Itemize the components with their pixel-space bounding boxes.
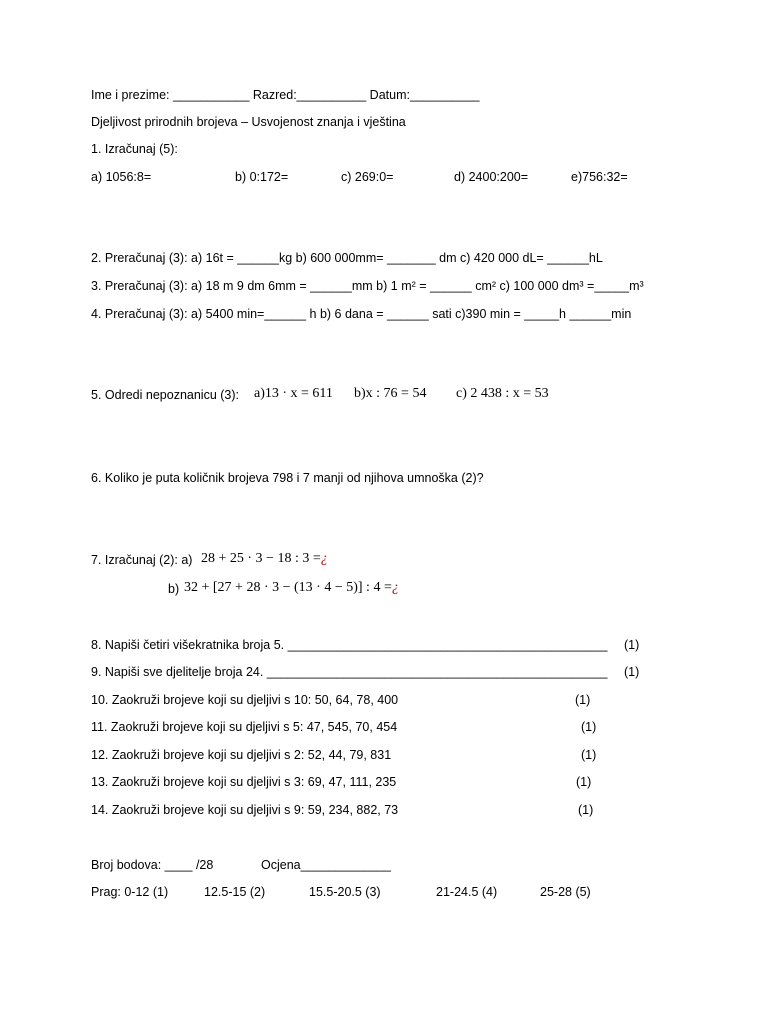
- q13-text: 13. Zaokruži brojeve koji su djeljivi s 3: 69, 47, 111, 235: [91, 775, 397, 789]
- q5-a: a)13 · x = 611: [254, 386, 333, 401]
- q10-text: 10. Zaokruži brojeve koji su djeljivi s 10: 50, 64, 78, 400: [91, 693, 399, 707]
- grade-field: Ocjena_____________: [261, 858, 391, 872]
- q8-points: (1): [624, 638, 640, 652]
- q1-e: e)756:32=: [571, 170, 628, 184]
- q7-a-expr: [201, 551, 328, 567]
- q1-a: a) 1056:8=: [91, 170, 152, 184]
- q7-b-glyph: ¿: [391, 580, 399, 595]
- header-fields: Ime i prezime: ___________ Razred:__________ Datum:__________: [91, 88, 480, 102]
- q5-c: c) 2 438 : x = 53: [456, 386, 549, 401]
- q12-text: 12. Zaokruži brojeve koji su djeljivi s 2: 52, 44, 79, 831: [91, 748, 392, 762]
- q10-points: (1): [575, 693, 591, 707]
- q7-b-expression: 32 + [27 + 28 · 3 − (13 · 4 − 5)] : 4 =: [184, 580, 392, 595]
- q13-points: (1): [576, 775, 592, 789]
- q1-c: c) 269:0=: [341, 170, 394, 184]
- q6-text: 6. Koliko je puta količnik brojeva 798 i 7 manji od njihova umnoška (2)?: [91, 471, 484, 485]
- q9-text: 9. Napiši sve djelitelje broja 24. _________________________________________________: [91, 665, 608, 679]
- q2-text: 2. Preračunaj (3): a) 16t = ______kg b) 600 000mm= _______ dm c) 420 000 dL= ______hL: [91, 251, 603, 265]
- q7-a-glyph: ¿: [320, 551, 328, 566]
- q14-text: 14. Zaokruži brojeve koji su djeljivi s 9: 59, 234, 882, 73: [91, 803, 399, 817]
- q7-b-expr: [184, 580, 399, 596]
- q11-points: (1): [581, 720, 597, 734]
- prag-grade-4: 21-24.5 (4): [436, 885, 498, 899]
- worksheet-title: Djeljivost prirodnih brojeva – Usvojenost znanja i vještina: [91, 115, 406, 129]
- q1-label: 1. Izračunaj (5):: [91, 142, 178, 156]
- prag-grade-1: Prag: 0-12 (1): [91, 885, 169, 899]
- q4-text: 4. Preračunaj (3): a) 5400 min=______ h b) 6 dana = ______ sati c)390 min = _____h ______min: [91, 307, 632, 321]
- q5-label: 5. Odredi nepoznanicu (3):: [91, 388, 240, 402]
- q7-a-expression: 28 + 25 · 3 − 18 : 3 =: [201, 551, 321, 566]
- q1-d: d) 2400:200=: [454, 170, 529, 184]
- q14-points: (1): [578, 803, 594, 817]
- q9-points: (1): [624, 665, 640, 679]
- prag-grade-3: 15.5-20.5 (3): [309, 885, 381, 899]
- q8-text: 8. Napiši četiri višekratnika broja 5. ______________________________________________: [91, 638, 608, 652]
- q5-b: b)x : 76 = 54: [354, 386, 427, 401]
- q7-label: 7. Izračunaj (2): a): [91, 553, 193, 567]
- q3-text: 3. Preračunaj (3): a) 18 m 9 dm 6mm = ______mm b) 1 m² = ______ cm² c) 100 000 dm³ =_____m³: [91, 279, 644, 293]
- q7-b-label: b): [168, 582, 180, 596]
- score-label: Broj bodova: ____ /28: [91, 858, 214, 872]
- q1-b: b) 0:172=: [235, 170, 289, 184]
- q11-text: 11. Zaokruži brojeve koji su djeljivi s 5: 47, 545, 70, 454: [91, 720, 398, 734]
- prag-grade-5: 25-28 (5): [540, 885, 591, 899]
- prag-grade-2: 12.5-15 (2): [204, 885, 266, 899]
- q12-points: (1): [581, 748, 597, 762]
